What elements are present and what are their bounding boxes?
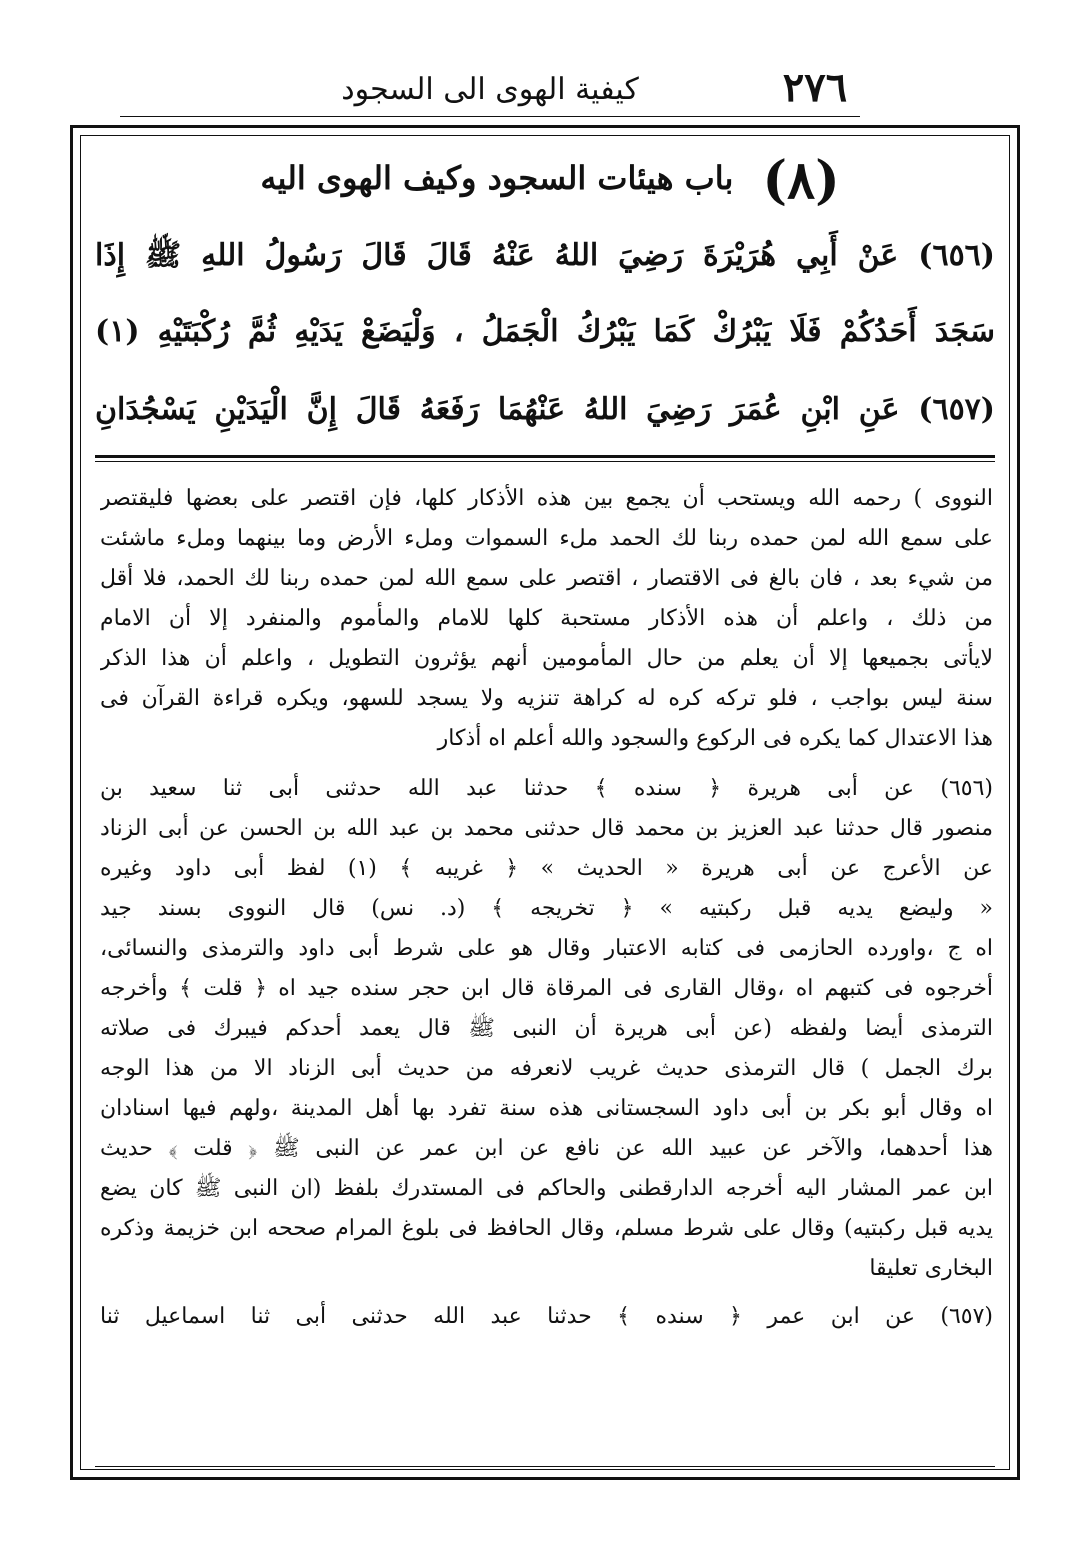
commentary-line: سنة ليس بواجب ، فلو تركه كره له كراهة تنزيه ولا يسجد للسهو، ويكره قراءة القرآن فى <box>100 686 993 711</box>
hadith-line: سَجَدَ أَحَدُكُمْ فَلَا يَبْرُكْ كَمَا يَبْرُكُ الْجَمَلُ ، وَلْيَضَعْ يَدَيْهِ ثُمَّ رُكْبَتَيْهِ (١) <box>95 314 995 349</box>
page-number: ٢٧٦ <box>782 64 848 111</box>
commentary-line: البخارى تعليقا <box>869 1256 993 1281</box>
commentary-line: أخرجوه فى كتبهم اه ،وقال القارى فى المرقاة قال ابن حجر سنده جيد اه ﴿ قلت ﴾ وأخرجه <box>100 976 993 1001</box>
commentary-line: عن الأعرج عن أبى هريرة « الحديث » ﴿ غريبه ﴾ (١) لفظ أبى داود وغيره <box>100 856 993 881</box>
chapter-heading <box>200 150 900 220</box>
hadith-line: (٦٥٦) عَنْ أَبِي هُرَيْرَةَ رَضِيَ اللهُ عَنْهُ قَالَ قَالَ رَسُولُ اللهِ ﷺ إِذَا <box>95 238 995 273</box>
commentary-line: من ذلك ، واعلم أن هذه الأذكار مستحبة كلها للامام والمأموم والمنفرد إلا أن الامام <box>100 606 993 631</box>
commentary-line: (٦٥٧) عن ابن عمر ﴿ سنده ﴾ حدثنا عبد الله حدثنى أبى ثنا اسماعيل ثنا <box>100 1304 993 1329</box>
commentary-line: النووى ) رحمه الله ويستحب أن يجمع بين هذه الأذكار كلها، فإن اقتصر على بعضها فليقتصر <box>100 486 993 511</box>
commentary-line: منصور قال حدثنا عبد العزيز بن محمد قال حدثنى محمد بن عبد الله بن الحسن عن أبى الزناد <box>100 816 993 841</box>
commentary-line: هذا الاعتدال كما يكره فى الركوع والسجود والله أعلم اه أذكار <box>437 726 993 751</box>
commentary-line: على سمع الله لمن حمده ربنا لك الحمد ملء السموات وملء الأرض وما بينهما وملء ماشئت <box>100 526 993 551</box>
commentary-line: برك الجمل ) قال الترمذى حديث غريب لانعرفه من حديث أبى الزناد الا من هذا الوجه <box>100 1056 993 1081</box>
commentary-line: ابن عمر المشار اليه أخرجه الدارقطنى والحاكم فى المستدرك بلفظ (ان النبى ﷺ كان يضع <box>100 1176 993 1201</box>
section-divider <box>95 455 995 458</box>
footer-rule <box>95 1466 995 1467</box>
commentary-line: « وليضع يديه قبل ركبتيه » ﴿ تخريجه ﴾ (د. نس) قال النووى بسند جيد <box>100 896 993 921</box>
commentary-line: يديه قبل ركبتيه) وقال على شرط مسلم، وقال الحافظ فى بلوغ المرام صححه ابن خزيمة وذكره <box>100 1216 993 1241</box>
chapter-number: (٨) <box>762 150 840 211</box>
commentary-line: اه ج ،واورده الحازمى فى كتابه الاعتبار وقال هو على شرط أبى داود والترمذى والنسائى، <box>100 936 993 961</box>
section-divider-thin <box>95 461 995 462</box>
commentary-line: اه وقال أبو بكر بن أبى داود السجستانى هذه سنة تفرد بها أهل المدينة ،ولهم فيها اسنادان <box>100 1096 993 1121</box>
commentary-line: من شيء بعد ، فان بالغ فى الاقتصار ، اقتصر على سمع الله لمن حمده ربنا لك الحمد، فلا أقل <box>100 566 993 591</box>
hadith-line: (٦٥٧) عَنِ ابْنِ عُمَرَ رَضِيَ اللهُ عَنْهُمَا رَفَعَهُ قَالَ إِنَّ الْيَدَيْنِ يَسْجُدَانِ <box>95 392 995 427</box>
commentary-line: الترمذى أيضا ولفظه (عن أبى هريرة أن النبى ﷺ قال يعمد أحدكم فيبرك فى صلاته <box>100 1016 993 1041</box>
commentary-line: لايأتى بجميعها إلا أن يعلم من حال المأمومين أنهم يؤثرون التطويل ، واعلم أن هذا الذكر <box>100 646 993 671</box>
chapter-title: باب هيئات السجود وكيف الهوى اليه <box>260 159 734 197</box>
commentary-line: (٦٥٦) عن أبى هريرة ﴿ سنده ﴾ حدثنا عبد الله حدثنى أبى ثنا سعيد بن <box>100 776 993 801</box>
commentary-line: هذا أحدهما، والآخر عن عبيد الله عن نافع عن ابن عمر عن النبى ﷺ ﴿ قلت ﴾ حديث <box>100 1136 993 1161</box>
header-rule <box>120 116 860 117</box>
running-title: كيفية الهوى الى السجود <box>341 72 639 107</box>
